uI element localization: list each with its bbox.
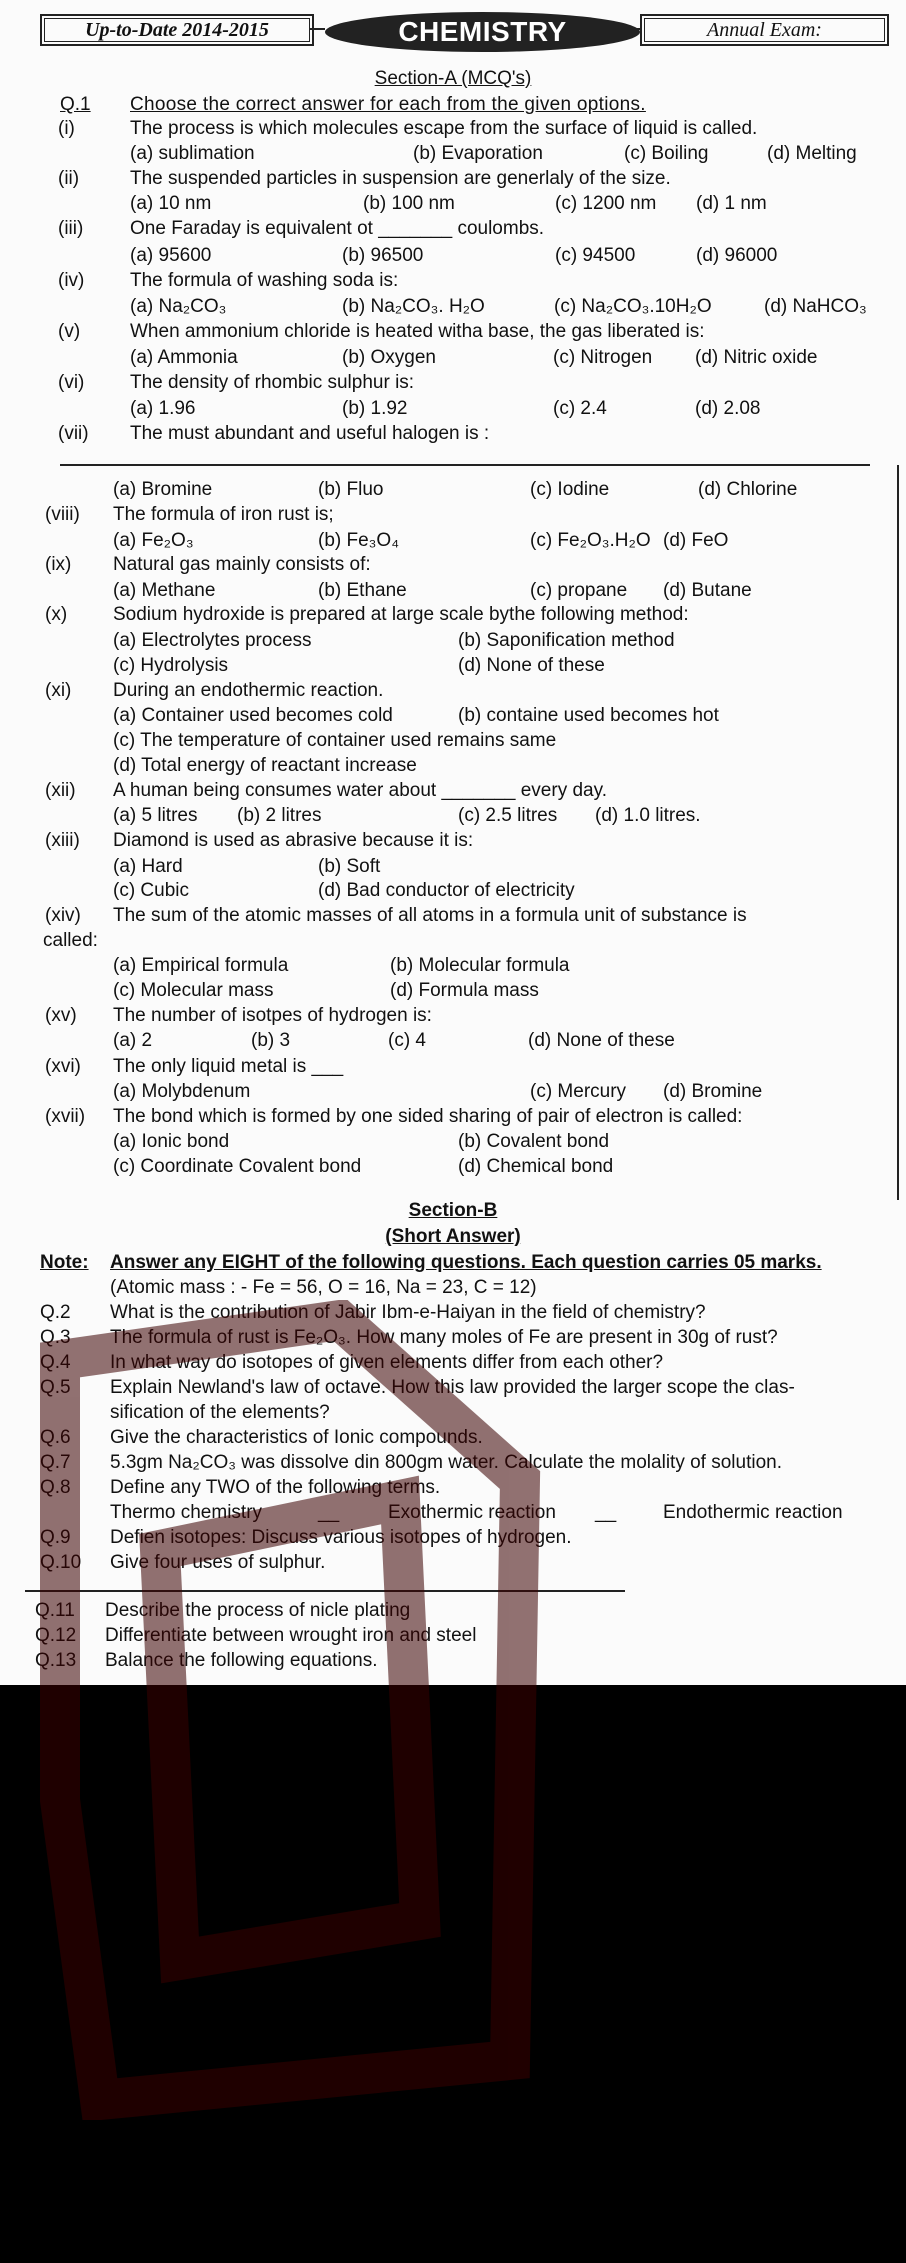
mcq-number: (xii) xyxy=(45,780,76,801)
mcq-option: (b) 1.92 xyxy=(342,398,408,419)
mcq-option: (b) 100 nm xyxy=(363,193,455,214)
mcq-option: (b) 3 xyxy=(251,1030,291,1051)
mcq-option: (d) Chlorine xyxy=(698,479,798,500)
mcq-question: During an endothermic reaction. xyxy=(113,680,384,701)
short-question-number: Q.11 xyxy=(35,1600,75,1621)
mcq-question: The must abundant and useful halogen is : xyxy=(130,423,490,444)
mcq-question: When ammonium chloride is heated witha base, the gas liberated is: xyxy=(130,321,705,342)
mcq-option: (b) 2 litres xyxy=(237,805,322,826)
mcq-option: (a) Methane xyxy=(113,580,216,601)
mcq-option: (c) Nitrogen xyxy=(553,347,653,368)
mcq-option: (b) Saponification method xyxy=(458,630,675,651)
mcq-option: (d) 1.0 litres. xyxy=(595,805,701,826)
mcq-option: (b) Fe₃O₄ xyxy=(318,530,399,551)
mcq-option: (b) Molecular formula xyxy=(390,955,570,976)
mcq-option: (b) Na₂CO₃. H₂O xyxy=(342,296,485,317)
mcq-option: (a) Fe₂O₃ xyxy=(113,530,194,551)
mcq-option: (d) NaHCO₃ xyxy=(764,296,867,317)
mcq-option: (b) Fluo xyxy=(318,479,384,500)
mcq-question: The sum of the atomic masses of all atoms in a formula unit of substance is xyxy=(113,905,747,926)
subject-title: CHEMISTRY xyxy=(325,12,640,52)
mcq-option: (c) Boiling xyxy=(624,143,709,164)
mcq-option: (c) 2.5 litres xyxy=(458,805,558,826)
mcq-option: (c) Mercury xyxy=(530,1081,627,1102)
short-question-number: Q.10 xyxy=(40,1552,82,1573)
mcq-option: (a) 2 xyxy=(113,1030,153,1051)
mcq-option: (b) Oxygen xyxy=(342,347,436,368)
mcq-option: (d) Chemical bond xyxy=(458,1156,614,1177)
mcq-option: (a) 95600 xyxy=(130,245,212,266)
short-question-number: Q.6 xyxy=(40,1427,71,1448)
short-question-text: Give the characteristics of Ionic compounds. xyxy=(110,1427,483,1448)
mcq-option: (b) Soft xyxy=(318,856,381,877)
short-question-text: Explain Newland's law of octave. How this law provided the larger scope the clas- xyxy=(110,1377,795,1398)
mcq-option: (d) FeO xyxy=(663,530,729,551)
mcq-option: (a) 10 nm xyxy=(130,193,212,214)
short-question-number: Q.12 xyxy=(35,1625,77,1646)
mcq-question: Natural gas mainly consists of: xyxy=(113,554,371,575)
q1-instruction: Choose the correct answer for each from the given options. xyxy=(130,94,646,115)
mcq-option: (d) Melting xyxy=(767,143,857,164)
header-lead-line xyxy=(310,28,325,30)
mcq-question: The formula of washing soda is: xyxy=(130,270,399,291)
mcq-option: (c) Hydrolysis xyxy=(113,655,229,676)
mcq-number: (x) xyxy=(45,604,68,625)
mcq-option: (a) Hard xyxy=(113,856,183,877)
atomic-masses: (Atomic mass : - Fe = 56, O = 16, Na = 23, C = 12) xyxy=(110,1277,537,1298)
mcq-option: (c) propane xyxy=(530,580,628,601)
mcq-question: The suspended particles in suspension are generlaly of the size. xyxy=(130,168,671,189)
term-item: Exothermic reaction xyxy=(388,1502,556,1523)
mcq-number: (i) xyxy=(58,118,75,139)
note-text: Answer any EIGHT of the following questions. Each question carries 05 marks. xyxy=(110,1252,822,1273)
mcq-number: (xvi) xyxy=(45,1056,81,1077)
mcq-option: (c) 2.4 xyxy=(553,398,607,419)
mcq-option: (a) Na₂CO₃ xyxy=(130,296,227,317)
mcq-question: Sodium hydroxide is prepared at large scale bythe following method: xyxy=(113,604,689,625)
mcq-option: (d) None of these xyxy=(528,1030,675,1051)
mcq-question: A human being consumes water about _______ every day. xyxy=(113,780,607,801)
short-question-text: The formula of rust is Fe₂O₃. How many moles of Fe are present in 30g of rust? xyxy=(110,1327,778,1348)
mcq-option: (c) 1200 nm xyxy=(555,193,657,214)
short-question-number: Q.2 xyxy=(40,1302,71,1323)
mcq-number: (iv) xyxy=(58,270,85,291)
mcq-number: (ix) xyxy=(45,554,72,575)
short-question-text: Differentiate between wrought iron and steel xyxy=(105,1625,477,1646)
short-question-number: Q.5 xyxy=(40,1377,71,1398)
mcq-option: (b) containe used becomes hot xyxy=(458,705,719,726)
mcq-option: (c) 4 xyxy=(388,1030,426,1051)
mcq-option: (b) Evaporation xyxy=(413,143,543,164)
mcq-option: (d) 96000 xyxy=(696,245,778,266)
paper-header xyxy=(0,12,906,52)
margin-line xyxy=(897,465,899,1200)
mcq-option: (d) Bad conductor of electricity xyxy=(318,880,575,901)
mcq-number: (ii) xyxy=(58,168,80,189)
mcq-number: (xiv) xyxy=(45,905,81,926)
short-question-number: Q.13 xyxy=(35,1650,77,1671)
mcq-option: (b) Ethane xyxy=(318,580,407,601)
short-question-cont: sification of the elements? xyxy=(110,1402,330,1423)
mcq-question: The formula of iron rust is; xyxy=(113,504,334,525)
mcq-option: (b) 96500 xyxy=(342,245,424,266)
mcq-question: The density of rhombic sulphur is: xyxy=(130,372,415,393)
mcq-option: (c) Iodine xyxy=(530,479,610,500)
year-badge: Up-to-Date 2014-2015 xyxy=(40,14,314,46)
mcq-option: (c) Cubic xyxy=(113,880,190,901)
mcq-option: (c) Na₂CO₃.10H₂O xyxy=(554,296,712,317)
exam-badge: Annual Exam: xyxy=(640,14,889,46)
mcq-number: (xv) xyxy=(45,1005,77,1026)
mcq-question: The only liquid metal is ___ xyxy=(113,1056,344,1077)
mcq-option: (a) Bromine xyxy=(113,479,213,500)
mcq-option: (c) Coordinate Covalent bond xyxy=(113,1156,362,1177)
mcq-option: (a) 1.96 xyxy=(130,398,196,419)
note-label: Note: xyxy=(40,1252,89,1273)
short-question-number: Q.8 xyxy=(40,1477,71,1498)
mcq-number: (v) xyxy=(58,321,81,342)
short-question-text: Give four uses of sulphur. xyxy=(110,1552,326,1573)
short-question-text: Balance the following equations. xyxy=(105,1650,378,1671)
mcq-number: (xvii) xyxy=(45,1106,86,1127)
short-question-text: Defien isotopes: Discuss various isotopes of hydrogen. xyxy=(110,1527,572,1548)
mcq-option: (c) The temperature of container used remains same xyxy=(113,730,557,751)
q1-number: Q.1 xyxy=(60,94,91,115)
mcq-question: The number of isotpes of hydrogen is: xyxy=(113,1005,432,1026)
mcq-option: (d) Total energy of reactant increase xyxy=(113,755,417,776)
mcq-option: (a) Electrolytes process xyxy=(113,630,312,651)
mcq-option: (a) Container used becomes cold xyxy=(113,705,393,726)
mcq-number: (xiii) xyxy=(45,830,80,851)
mcq-option: (c) Fe₂O₃.H₂O xyxy=(530,530,651,551)
short-question-number: Q.3 xyxy=(40,1327,71,1348)
mcq-option: (a) sublimation xyxy=(130,143,255,164)
section-b-subtitle: (Short Answer) xyxy=(385,1226,521,1247)
mcq-option: (d) 2.08 xyxy=(695,398,761,419)
mcq-option: (a) 5 litres xyxy=(113,805,198,826)
divider-line xyxy=(60,464,870,466)
mcq-number: (vi) xyxy=(58,372,85,393)
short-question-number: Q.7 xyxy=(40,1452,71,1473)
short-question-text: 5.3gm Na₂CO₃ was dissolve din 800gm water. Calculate the molality of solution. xyxy=(110,1452,782,1473)
mcq-option: (a) Molybdenum xyxy=(113,1081,251,1102)
mcq-number: (vii) xyxy=(58,423,89,444)
mcq-question-cont: called: xyxy=(43,930,98,951)
term-separator: __ xyxy=(318,1502,340,1523)
term-item: Endothermic reaction xyxy=(663,1502,843,1523)
mcq-option: (c) Molecular mass xyxy=(113,980,274,1001)
short-question-text: In what way do isotopes of given elements differ from each other? xyxy=(110,1352,664,1373)
short-question-number: Q.9 xyxy=(40,1527,71,1548)
mcq-question: Diamond is used as abrasive because it is: xyxy=(113,830,474,851)
mcq-option: (d) Nitric oxide xyxy=(695,347,818,368)
mcq-question: The bond which is formed by one sided sharing of pair of electron is called: xyxy=(113,1106,743,1127)
short-question-text: Define any TWO of the following terms. xyxy=(110,1477,441,1498)
mcq-option: (d) Formula mass xyxy=(390,980,539,1001)
short-question-number: Q.4 xyxy=(40,1352,71,1373)
mcq-question: One Faraday is equivalent ot _______ coulombs. xyxy=(130,218,545,239)
mcq-option: (d) None of these xyxy=(458,655,605,676)
mcq-option: (d) Bromine xyxy=(663,1081,763,1102)
mcq-number: (iii) xyxy=(58,218,84,239)
short-question-text: What is the contribution of Jabir Ibm-e-Haiyan in the field of chemistry? xyxy=(110,1302,706,1323)
mcq-option: (c) 94500 xyxy=(555,245,636,266)
mcq-option: (b) Covalent bond xyxy=(458,1131,610,1152)
term-separator: __ xyxy=(595,1502,617,1523)
short-question-text: Describe the process of nicle plating xyxy=(105,1600,411,1621)
mcq-option: (a) Ionic bond xyxy=(113,1131,230,1152)
mcq-number: (xi) xyxy=(45,680,72,701)
mcq-option: (d) 1 nm xyxy=(696,193,767,214)
term-item: Thermo chemistry xyxy=(110,1502,263,1523)
mcq-number: (viii) xyxy=(45,504,80,525)
watermark-logo xyxy=(40,1300,560,2120)
section-a-title: Section-A (MCQ's) xyxy=(374,68,532,89)
mcq-option: (d) Butane xyxy=(663,580,752,601)
mcq-option: (a) Ammonia xyxy=(130,347,238,368)
mcq-option: (a) Empirical formula xyxy=(113,955,289,976)
mcq-question: The process is which molecules escape from the surface of liquid is called. xyxy=(130,118,758,139)
section-b-title: Section-B xyxy=(408,1200,498,1221)
